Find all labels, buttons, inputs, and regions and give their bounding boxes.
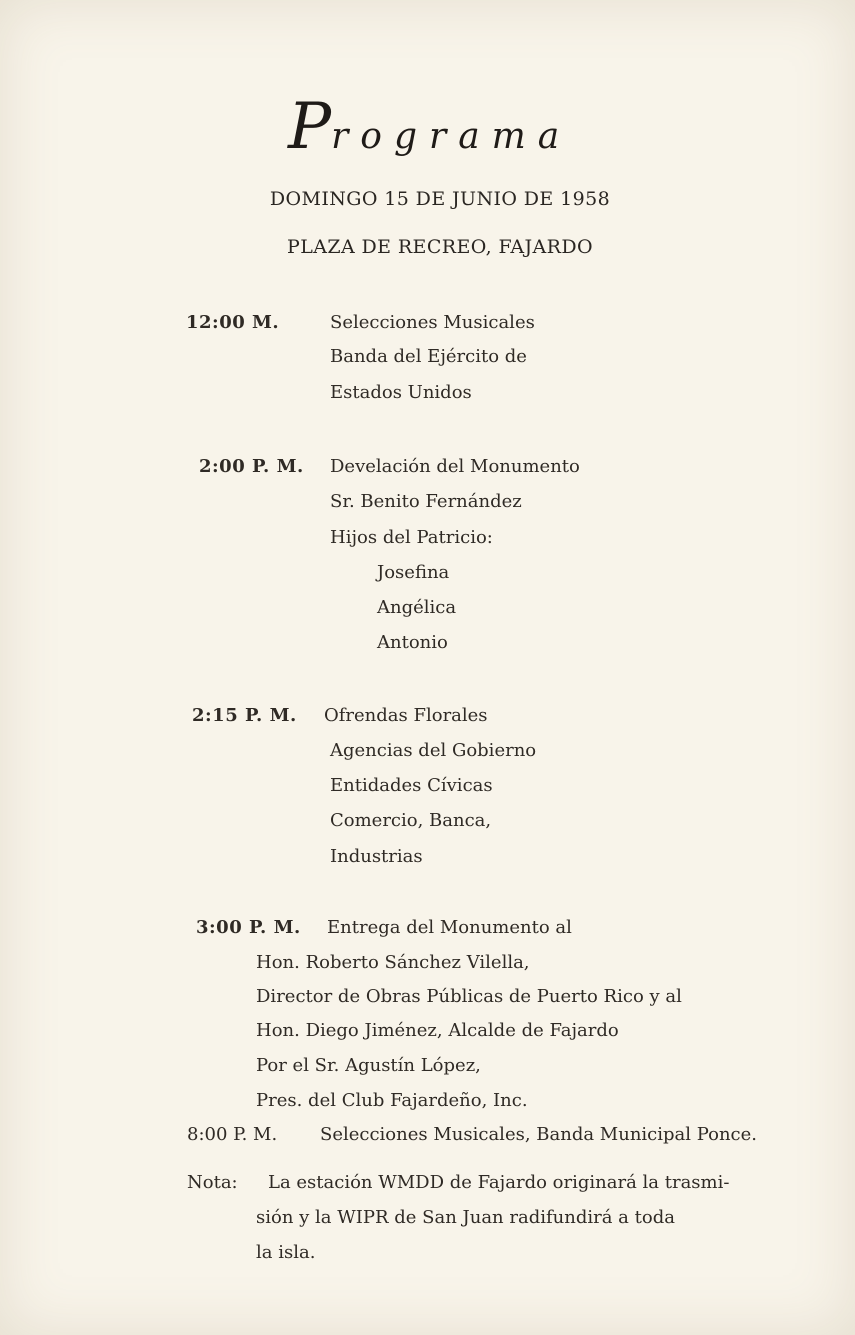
program-title — [288, 90, 572, 164]
event-place: PLAZA DE RECREO, FAJARDO — [287, 236, 593, 258]
event-line: Entrega del Monumento al — [327, 917, 572, 938]
event-line: Selecciones Musicales — [330, 312, 535, 333]
event-line: Industrias — [330, 846, 423, 867]
event-line: Comercio, Banca, — [330, 810, 492, 831]
event-time-215: 2:15 P. M. — [192, 705, 297, 726]
event-line: Ofrendas Florales — [324, 705, 488, 726]
event-line: Agencias del Gobierno — [330, 740, 537, 761]
event-line: Por el Sr. Agustín López, — [256, 1055, 481, 1076]
event-line: Selecciones Musicales, Banda Municipal Ponce. — [320, 1124, 758, 1145]
event-time-300: 3:00 P. M. — [196, 917, 301, 938]
note-label: Nota: — [187, 1172, 238, 1193]
event-time-1200: 12:00 M. — [186, 312, 280, 333]
event-line: Hon. Diego Jiménez, Alcalde de Fajardo — [256, 1020, 619, 1041]
event-line: Banda del Ejército de — [330, 346, 527, 367]
title-initial: P — [288, 90, 332, 164]
event-time-800: 8:00 P. M. — [187, 1124, 278, 1145]
event-line: Develación del Monumento — [330, 456, 580, 477]
event-line: Entidades Cívicas — [330, 775, 493, 796]
event-line: Director de Obras Públicas de Puerto Rico y al — [256, 986, 682, 1007]
note-line: La estación WMDD de Fajardo originará la trasmi- — [268, 1172, 730, 1193]
title-rest: rograma — [331, 116, 572, 157]
event-subline: Antonio — [377, 632, 448, 653]
note-line: la isla. — [256, 1242, 316, 1263]
event-subline: Josefina — [377, 562, 450, 583]
event-line: Estados Unidos — [330, 382, 472, 403]
event-line: Hijos del Patricio: — [330, 527, 493, 548]
event-line: Hon. Roberto Sánchez Vilella, — [256, 952, 530, 973]
event-line: Pres. del Club Fajardeño, Inc. — [256, 1090, 528, 1111]
event-date: DOMINGO 15 DE JUNIO DE 1958 — [269, 188, 611, 210]
note-line: sión y la WIPR de San Juan radifundirá a toda — [256, 1207, 675, 1228]
event-subline: Angélica — [377, 597, 457, 618]
event-line: Sr. Benito Fernández — [330, 491, 522, 512]
event-time-200: 2:00 P. M. — [199, 456, 304, 477]
